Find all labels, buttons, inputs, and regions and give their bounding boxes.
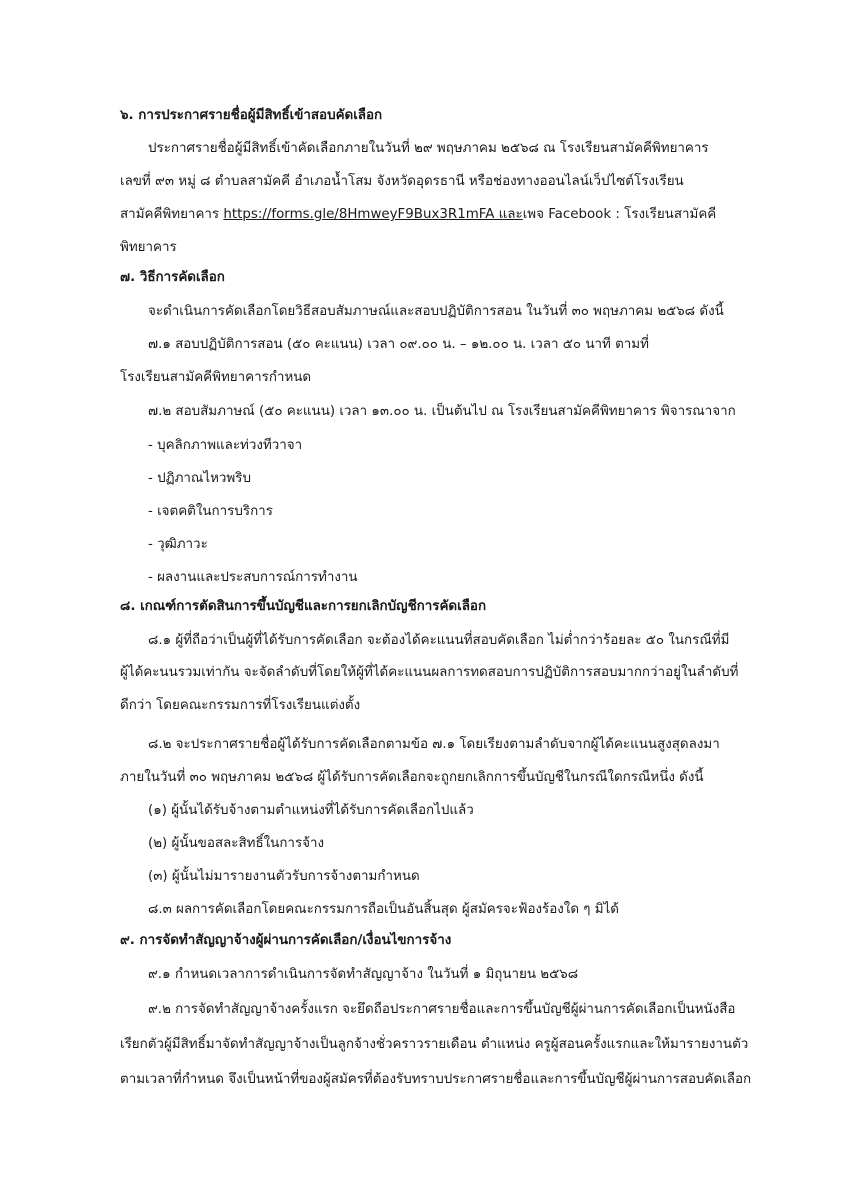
criteria-item: - บุคลิกภาพและท่วงทีวาจา — [148, 438, 303, 453]
section-8-item-2-cont: ภายในวันที่ ๓๐ พฤษภาคม ๒๕๖๘ ผู้ได้รับการคัดเลือกจะถูกยกเลิกการขึ้นบัญชีในกรณีใดกรณีหนึ่ง ดังนี้ — [120, 770, 704, 785]
criteria-item: - ปฏิภาณไหวพริบ — [148, 471, 251, 486]
section-6-text-line — [120, 205, 716, 225]
criteria-item: - ผลงานและประสบการณ์การทำงาน — [148, 570, 358, 585]
section-9-item-2: ๙.๒ การจัดทำสัญญาจ้างครั้งแรก จะยึดถือประกาศรายชื่อและการขึ้นบัญชีผู้ผ่านการคัดเลือกเป็นหนังสือ — [148, 1002, 736, 1017]
section-9-heading: ๙. การจัดทำสัญญาจ้างผู้ผ่านการคัดเลือก/เงื่อนไขการจ้าง — [120, 933, 452, 948]
section-6-text-part: สามัคคีพิทยาคาร — [120, 207, 224, 222]
section-8-item-1-cont: ดีกว่า โดยคณะกรรมการที่โรงเรียนแต่งตั้ง — [120, 698, 361, 713]
section-8-item-2: ๘.๒ จะประกาศรายชื่อผู้ได้รับการคัดเลือกตามข้อ ๗.๑ โดยเรียงตามลำดับจากผู้ได้คะแนนสูงสุดลงมา — [148, 737, 720, 752]
section-9-item-1: ๙.๑ กำหนดเวลาการดำเนินการจัดทำสัญญาจ้าง ในวันที่ ๑ มิถุนายน ๒๕๖๘ — [148, 967, 579, 982]
section-6-text-line: เลขที่ ๙๓ หมู่ ๘ ตำบลสามัคคี อำเภอน้ำโสม จังหวัดอุดรธานี หรือช่องทางออนไลน์เว็ปไซต์โรงเรียน — [120, 174, 684, 189]
section-9-item-2-cont: ตามเวลาที่กำหนด จึงเป็นหน้าที่ของผู้สมัครที่ต้องรับทราบประกาศรายชื่อและการขึ้นบัญชีผู้ผ่านการสอบคัดเลือก — [120, 1072, 752, 1087]
criteria-item: - วุฒิภาวะ — [148, 537, 208, 552]
section-7-item-1: ๗.๑ สอบปฏิบัติการสอน (๕๐ คะแนน) เวลา ๐๙.๐๐ น. – ๑๒.๐๐ น. เวลา ๕๐ นาที ตามที่ — [148, 337, 649, 352]
section-8-heading: ๘. เกณฑ์การตัดสินการขึ้นบัญชีและการยกเลิกบัญชีการคัดเลือก — [120, 599, 487, 614]
section-9-item-2-cont: เรียกตัวผู้มีสิทธิ์มาจัดทำสัญญาจ้างเป็นลูกจ้างชั่วคราวรายเดือน ตำแหน่ง ครูผู้สอนครั้งแรกและให้มารายงานตัว — [120, 1037, 749, 1052]
section-7-item-1-cont: โรงเรียนสามัคคีพิทยาคารกำหนด — [120, 370, 312, 385]
cancellation-case: (๑) ผู้นั้นได้รับจ้างตามตำแหน่งที่ได้รับการคัดเลือกไปแล้ว — [148, 803, 474, 818]
section-8-item-1-cont: ผู้ได้คะนนรวมเท่ากัน จะจัดลำดับที่โดยให้ผู้ที่ได้คะแนนผลการทดสอบการปฏิบัติการสอบมากกว่าอยู่ในลำดับที่ — [120, 665, 739, 680]
section-6-text-part: เพจ Facebook : โรงเรียนสามัคคี — [522, 207, 717, 222]
google-form-link[interactable]: https://forms.gle/8HmweyF9Bux3R1mFA และ — [223, 207, 523, 222]
section-7-item-2: ๗.๒ สอบสัมภาษณ์ (๕๐ คะแนน) เวลา ๑๓.๐๐ น. เป็นต้นไป ณ โรงเรียนสามัคคีพิทยาคาร พิจารณาจาก — [148, 404, 736, 419]
section-7-intro: จะดำเนินการคัดเลือกโดยวิธีสอบสัมภาษณ์และสอบปฏิบัติการสอน ในวันที่ ๓๐ พฤษภาคม ๒๕๖๘ ดังนี้ — [148, 304, 724, 319]
section-6-text-line: พิทยาคาร — [120, 240, 177, 255]
cancellation-case: (๓) ผู้นั้นไม่มารายงานตัวรับการจ้างตามกำหนด — [148, 869, 420, 884]
criteria-item: - เจตคติในการบริการ — [148, 504, 273, 519]
section-8-item-3: ๘.๓ ผลการคัดเลือกโดยคณะกรรมการถือเป็นอันสิ้นสุด ผู้สมัครจะฟ้องร้องใด ๆ มิได้ — [148, 902, 619, 917]
section-6-heading: ๖. การประกาศรายชื่อผู้มีสิทธิ์เข้าสอบคัดเลือก — [120, 108, 383, 123]
cancellation-case: (๒) ผู้นั้นขอสละสิทธิ์ในการจ้าง — [148, 836, 325, 851]
section-6-text-line: ประกาศรายชื่อผู้มีสิทธิ์เข้าคัดเลือกภายในวันที่ ๒๙ พฤษภาคม ๒๕๖๘ ณ โรงเรียนสามัคคีพิทยาคาร — [148, 141, 709, 156]
section-7-heading: ๗. วิธีการคัดเลือก — [120, 270, 225, 285]
section-8-item-1: ๘.๑ ผู้ที่ถือว่าเป็นผู้ที่ได้รับการคัดเลือก จะต้องได้คะแนนที่สอบคัดเลือก ไม่ต่ำกว่าร้อยละ ๕๐ ในกรณีที่มี — [148, 633, 730, 648]
